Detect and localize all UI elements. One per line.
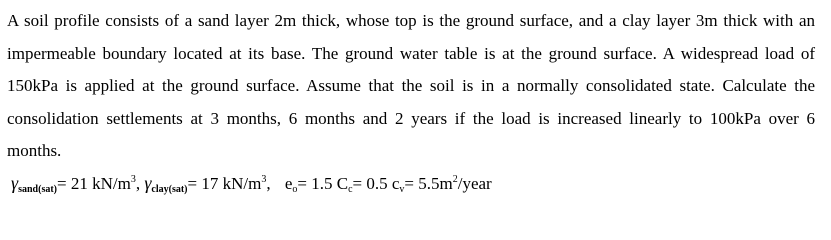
void-ratio-param xyxy=(285,174,333,193)
gamma-sand-value: = 21 kN/m xyxy=(57,174,131,193)
gamma-sand-symbol: γ xyxy=(11,173,19,193)
compression-index-symbol: C xyxy=(336,174,349,193)
gamma-clay-value: = 17 kN/m xyxy=(187,174,262,193)
gamma-clay-param xyxy=(144,174,266,193)
separator: , xyxy=(266,174,271,193)
given-parameters xyxy=(11,166,492,204)
consolidation-coefficient-param xyxy=(392,174,492,193)
consolidation-coefficient-symbol: c xyxy=(391,174,400,193)
gamma-clay-subscript: clay(sat) xyxy=(151,184,188,195)
gamma-sand-param xyxy=(11,174,136,193)
consolidation-coefficient-subscript: v xyxy=(399,184,405,195)
consolidation-coefficient-value: = 5.5m xyxy=(404,174,453,193)
separator: , xyxy=(135,174,141,193)
consolidation-coefficient-exponent: 2 xyxy=(452,174,458,185)
gamma-sand-exponent: 3 xyxy=(130,174,136,185)
void-ratio-value: = 1.5 xyxy=(297,174,333,193)
compression-index-param xyxy=(337,174,388,193)
gamma-sand-subscript: sand(sat) xyxy=(18,184,57,195)
compression-index-subscript: c xyxy=(348,184,353,195)
gamma-clay-exponent: 3 xyxy=(261,174,267,185)
consolidation-coefficient-unit: /year xyxy=(457,174,492,193)
void-ratio-symbol: e xyxy=(284,174,293,193)
problem-statement: A soil profile consists of a sand layer 2m thick, whose top is the ground surface, and a clay layer 3m thick with an impermeable boundary located at its base. The ground water table is at the ground surface. A widespread load of 150kPa is applied at the ground surface. Assume that the soil is in a normally consolidated state. Calculate the consolidation settlements at 3 months, 6 months and 2 years if the load is increased linearly to 100kPa over 6 months. xyxy=(7,11,815,160)
gamma-clay-symbol: γ xyxy=(144,173,152,193)
void-ratio-subscript: o xyxy=(292,184,298,195)
compression-index-value: = 0.5 xyxy=(352,174,388,193)
